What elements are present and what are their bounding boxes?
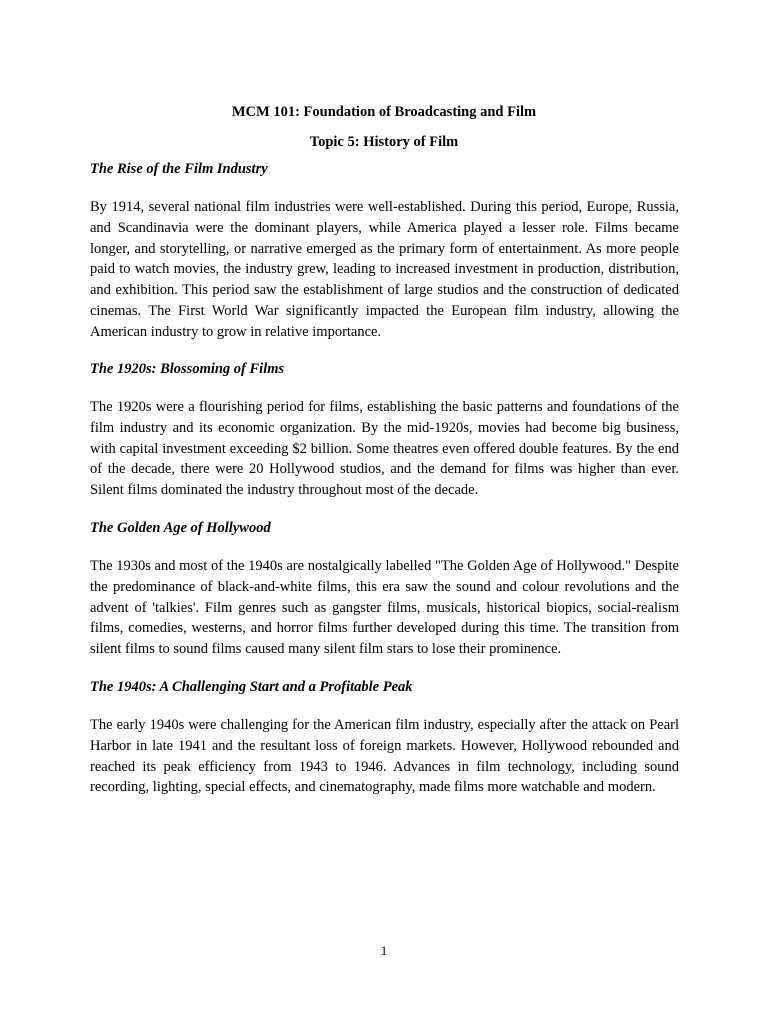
- section-body-1920s: The 1920s were a flourishing period for films, establishing the basic patterns and foundations of the film industry and its economic organization. By the mid-1920s, movies had become big business, with capital investment exceeding $2 billion. Some theatres even offered double features. By the end of the decade, there were 20 Hollywood studios, and the demand for films was higher than ever. Silent films dominated the industry throughout most of the decade.: [90, 399, 679, 499]
- section-heading-1920s: The 1920s: Blossoming of Films: [90, 361, 285, 377]
- section-body-rise-of-film-industry: By 1914, several national film industries were well-established. During this period, Europe, Russia, and Scandinavia were the dominant players, while America played a lesser role. Films became longer, and storytelling, or narrative emerged as the primary form of entertainment. As more people paid to watch movies, the industry grew, leading to increased investment in production, distribution, and exhibition. This period saw the establishment of large studios and the construction of dedicated cinemas. The First World War significantly impacted the European film industry, allowing the American industry to grow in relative importance.: [90, 199, 679, 340]
- section-heading-1940s: The 1940s: A Challenging Start and a Profitable Peak: [90, 679, 413, 695]
- topic-title: Topic 5: History of Film: [309, 134, 459, 150]
- section-body-1940s: The early 1940s were challenging for the American film industry, especially after the attack on Pearl Harbor in late 1941 and the resultant loss of foreign markets. However, Hollywood rebounded and reached its peak efficiency from 1943 to 1946. Advances in film technology, including sound recording, lighting, special effects, and cinematography, made films more watchable and modern.: [90, 717, 679, 796]
- section-body-golden-age: The 1930s and most of the 1940s are nostalgically labelled "The Golden Age of Hollywood." Despite the predominance of black-and-white films, this era saw the sound and colour revolutions and the advent of 'talkies'. Film genres such as gangster films, musicals, historical biopics, social-realism films, comedies, westerns, and horror films further developed during this time. The transition from silent films to sound films caused many silent film stars to lose their prominence.: [90, 558, 679, 658]
- section-heading-rise-of-film-industry: The Rise of the Film Industry: [90, 161, 268, 177]
- page-number: 1: [380, 943, 388, 958]
- course-title: MCM 101: Foundation of Broadcasting and Film: [231, 104, 537, 120]
- section-heading-golden-age: The Golden Age of Hollywood: [90, 520, 271, 536]
